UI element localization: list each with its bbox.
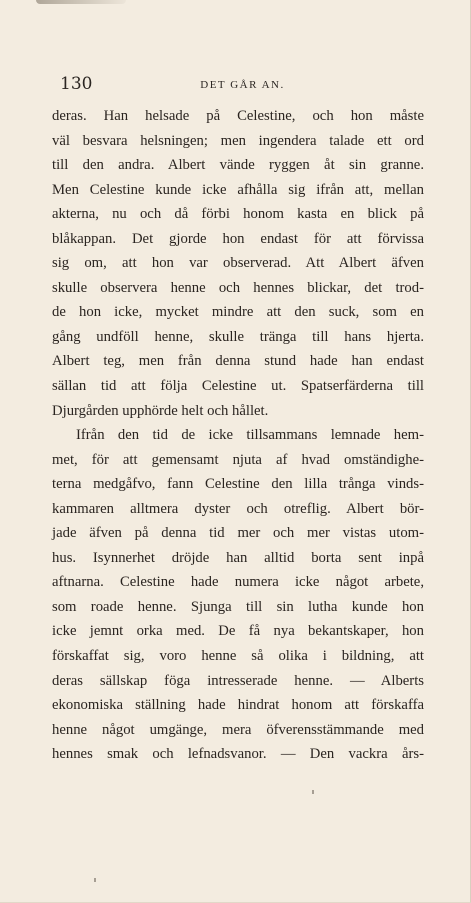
text-line: henne något umgänge, mera öfverensstämmande med [52,721,424,738]
text-line: Djurgården upphörde helt och hållet. [52,402,269,419]
text-line: väl besvara helsningen; men ingendera talade ett ord [52,132,424,149]
text-line: terna medgåfvo, fann Celestine den lilla trånga vinds- [52,476,424,493]
text-line: skulle observera henne och hennes blickar, det trod- [52,279,424,296]
text-line: sällan tid att följa Celestine ut. Spatserfärderna till [52,378,424,395]
text-line: aftnarna. Celestine hade numera icke något arbete, [52,574,424,591]
page-header [60,74,425,96]
text-line: deras sällskap föga intresserade henne. — Alberts [52,672,424,689]
page-number: 130 [60,74,93,94]
paper-speck [94,878,96,882]
text-line: sig om, att hon var observerad. Att Albert äfven [52,255,424,272]
text-line: gång undföll henne, skulle tränga till hans hjerta. [52,328,424,345]
text-line: hennes smak och lefnadsvanor. — Den vackra års- [52,746,424,763]
text-line: kammaren alltmera dyster och otreflig. Albert bör- [52,500,424,517]
text-line: met, för att gemensamt njuta af hvad omständighe- [52,451,424,468]
text-line: ekonomiska ställning hade hindrat honom att förskaffa [52,697,424,714]
text-line: akterna, nu och då förbi honom kasta en blick på [52,206,424,223]
text-line: Albert teg, men från denna stund hade han endast [52,353,424,370]
text-line: de hon icke, mycket mindre att den suck, som en [52,304,424,321]
body-text [52,104,424,767]
text-line: deras. Han helsade på Celestine, och hon måste [52,108,424,124]
running-head: DET GÅR AN. [200,79,285,91]
text-line: jade äfven på denna tid mer och mer vistas utom- [52,525,424,542]
text-line: icke jemnt orka med. De få nya bekantskaper, hon [52,623,424,640]
paper-speck [312,790,314,794]
text-line: till den andra. Albert vände ryggen åt sin granne. [52,157,424,174]
text-line: blåkappan. Det gjorde hon endast för att förvissa [52,230,424,247]
text-line: Men Celestine kunde icke afhålla sig ifrån att, mellan [52,181,424,198]
page-smudge [36,0,126,4]
text-line: förskaffat sig, voro henne så olika i bildning, att [52,648,424,665]
text-line: Ifrån den tid de icke tillsammans lemnade hem- [76,427,424,444]
text-line: hus. Isynnerhet dröjde han alltid borta sent inpå [52,549,424,566]
text-line: som roade henne. Sjunga till sin lutha kunde hon [52,598,424,615]
